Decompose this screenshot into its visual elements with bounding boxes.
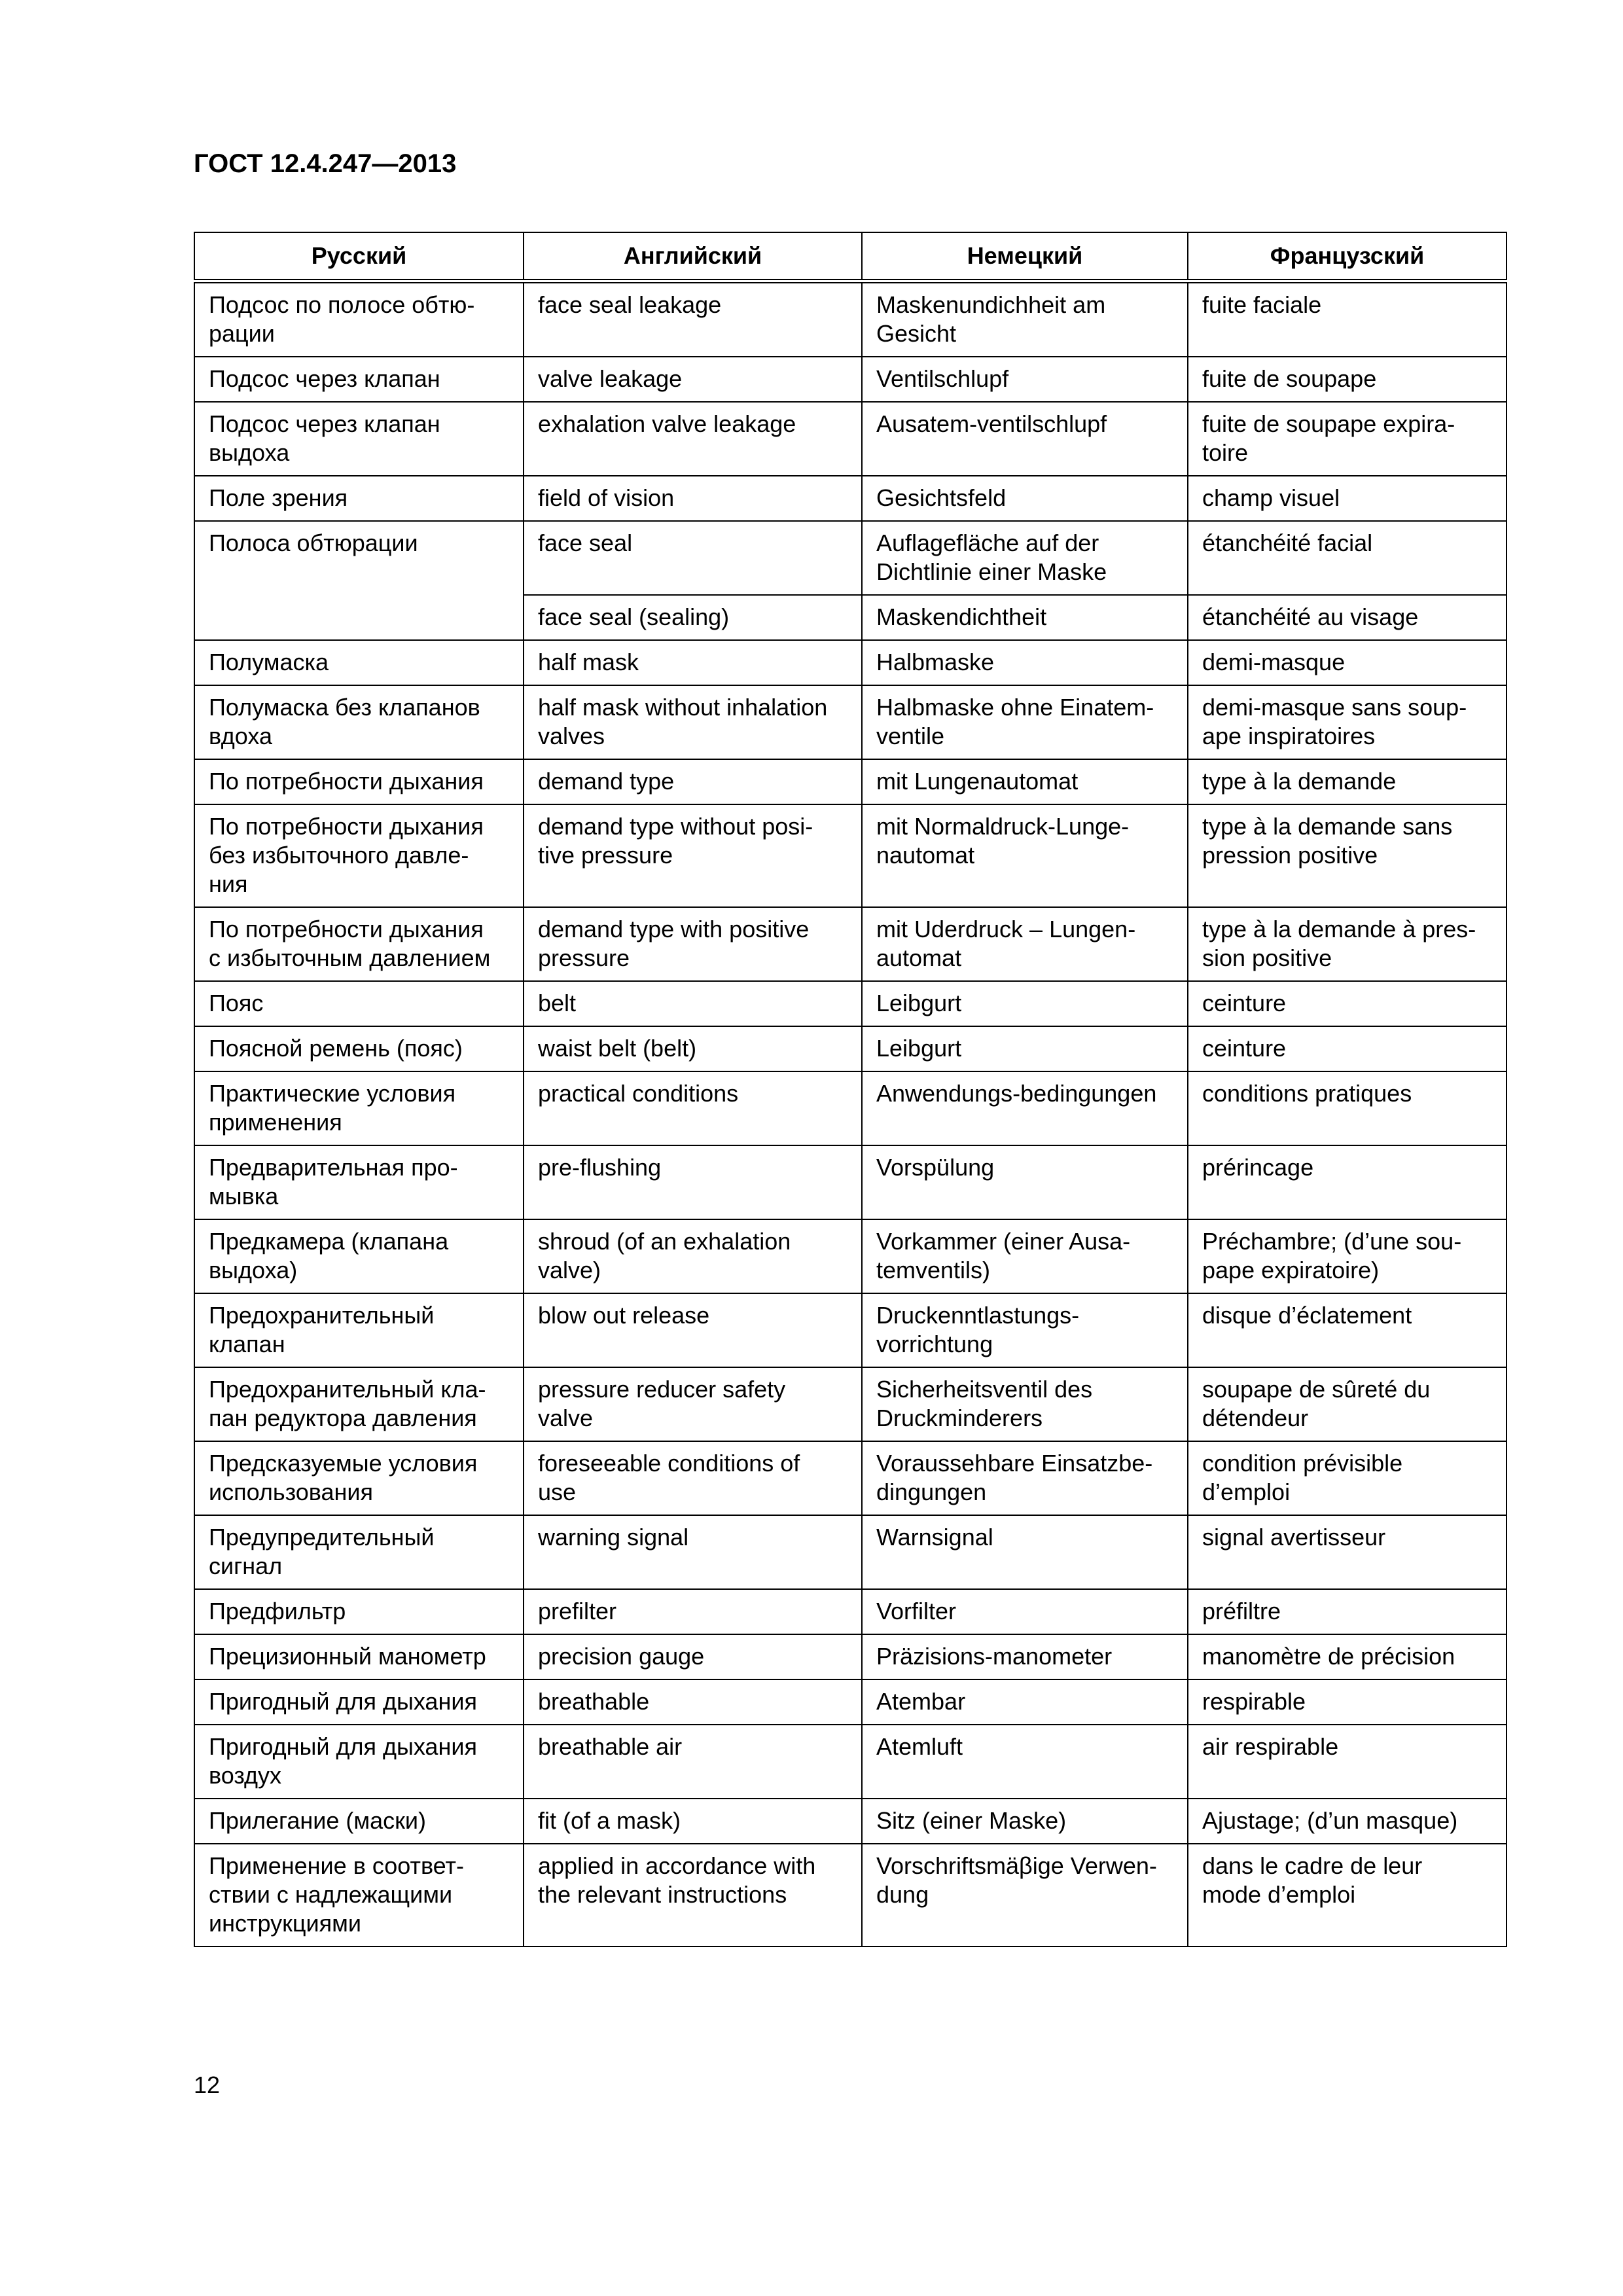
cell-russian [194,804,524,907]
cell-text-line: temventils) [876,1257,991,1283]
cell-english [524,476,862,521]
cell-english [524,595,862,640]
cell-text-line: Anwendungs-bedingungen [876,1080,1157,1107]
cell-text-line: Пригодный для дыхания [209,1688,477,1715]
cell-russian [194,907,524,981]
document-header: ГОСТ 12.4.247—2013 [194,149,457,178]
cell-text-line: Gesicht [876,320,957,347]
cell-text-line: Druckenntlastungs- [876,1302,1080,1329]
table-row [194,1293,1507,1367]
cell-text-line: tive pressure [538,842,673,869]
cell-text-line: étanchéité facial [1202,529,1373,556]
cell-german [862,1219,1188,1293]
cell-english [524,1219,862,1293]
cell-french [1188,1634,1507,1679]
cell-text-line: use [538,1479,577,1505]
cell-text-line: prefilter [538,1598,617,1624]
cell-text-line: Halbmaske [876,649,995,675]
cell-english [524,1844,862,1946]
cell-text-line: Подсос по полосе обтю- [209,291,475,318]
cell-text-line: клапан [209,1331,285,1357]
cell-text-line: valve) [538,1257,601,1283]
cell-french [1188,804,1507,907]
cell-text-line: breathable [538,1688,650,1715]
table-row [194,1219,1507,1293]
cell-text-line: с избыточным давлением [209,944,491,971]
cell-text-line: conditions pratiques [1202,1080,1412,1107]
cell-german [862,1293,1188,1367]
column-header-english: Английский [524,232,862,281]
cell-text-line: mit Uderdruck – Lungen- [876,916,1136,942]
cell-text-line: dingungen [876,1479,987,1505]
table-row [194,1071,1507,1145]
cell-english [524,685,862,759]
cell-french [1188,1589,1507,1634]
cell-french [1188,981,1507,1026]
cell-text-line: Предохранительный кла- [209,1376,486,1403]
cell-text-line: valve leakage [538,365,683,392]
cell-text-line: soupape de sûreté du [1202,1376,1431,1403]
cell-russian [194,1293,524,1367]
cell-french [1188,1071,1507,1145]
cell-text-line: demi-masque [1202,649,1346,675]
table-row [194,402,1507,476]
cell-text-line: signal avertisseur [1202,1524,1386,1551]
cell-german [862,1799,1188,1844]
cell-text-line: Leibgurt [876,1035,962,1062]
cell-russian [194,1026,524,1071]
cell-german [862,476,1188,521]
cell-text-line: сигнал [209,1552,283,1579]
table-row [194,640,1507,685]
table-row [194,357,1507,402]
cell-text-line: precision gauge [538,1643,705,1670]
cell-english [524,1725,862,1799]
cell-text-line: manomètre de précision [1202,1643,1455,1670]
cell-german [862,1679,1188,1725]
cell-french [1188,402,1507,476]
table-row [194,1679,1507,1725]
cell-text-line: ния [209,870,248,897]
cell-german [862,759,1188,804]
cell-text-line: breathable air [538,1733,683,1760]
table-row [194,1515,1507,1589]
cell-text-line: dung [876,1881,929,1908]
cell-text-line: Dichtlinie einer Maske [876,558,1107,585]
cell-text-line: Vorkammer (einer Ausa- [876,1228,1131,1255]
cell-text-line: Полумаска без клапанов [209,694,480,721]
table-row [194,1634,1507,1679]
cell-text-line: pressure reducer safety [538,1376,786,1403]
cell-russian [194,981,524,1026]
cell-german [862,402,1188,476]
cell-french [1188,1725,1507,1799]
cell-english [524,357,862,402]
cell-text-line: ствии с надлежащими [209,1881,453,1908]
cell-text-line: Voraussehbare Einsatzbe- [876,1450,1153,1477]
cell-text-line: demand type with positive [538,916,810,942]
cell-text-line: toire [1202,439,1249,466]
cell-german [862,1515,1188,1589]
cell-text-line: ceinture [1202,990,1287,1016]
cell-russian [194,1367,524,1441]
cell-english [524,1071,862,1145]
cell-text-line: пан редуктора давления [209,1405,477,1431]
cell-text-line: Ajustage; (d’un masque) [1202,1807,1458,1834]
cell-french [1188,1293,1507,1367]
cell-text-line: Поле зрения [209,484,348,511]
cell-text-line: valves [538,723,605,749]
cell-text-line: Druckminderers [876,1405,1043,1431]
cell-french [1188,1219,1507,1293]
cell-text-line: Präzisions-manometer [876,1643,1113,1670]
cell-text-line: применения [209,1109,342,1136]
cell-text-line: Поясной ремень (пояс) [209,1035,463,1062]
cell-text-line: vorrichtung [876,1331,993,1357]
cell-french [1188,1679,1507,1725]
cell-text-line: détendeur [1202,1405,1309,1431]
cell-text-line: Полоса обтюрации [209,529,418,556]
cell-russian [194,1515,524,1589]
cell-text-line: air respirable [1202,1733,1339,1760]
table-row [194,1145,1507,1219]
cell-french [1188,907,1507,981]
cell-text-line: disque d’éclatement [1202,1302,1412,1329]
cell-text-line: Vorschriftsmäβige Verwen- [876,1852,1157,1879]
cell-text-line: воздух [209,1762,282,1789]
cell-text-line: Подсос через клапан [209,365,440,392]
cell-english [524,1634,862,1679]
cell-text-line: Préchambre; (d’une sou- [1202,1228,1462,1255]
cell-english [524,981,862,1026]
cell-english [524,402,862,476]
cell-french [1188,685,1507,759]
cell-german [862,1145,1188,1219]
cell-text-line: Пояс [209,990,264,1016]
cell-text-line: Vorspülung [876,1154,995,1181]
table-row [194,1799,1507,1844]
cell-english [524,640,862,685]
cell-text-line: field of vision [538,484,675,511]
cell-text-line: без избыточного давле- [209,842,469,869]
cell-text-line: Полумаска [209,649,329,675]
cell-text-line: Ausatem-ventilschlupf [876,410,1107,437]
cell-german [862,804,1188,907]
cell-text-line: dans le cadre de leur [1202,1852,1423,1879]
cell-french [1188,1515,1507,1589]
cell-russian [194,685,524,759]
table-row [194,759,1507,804]
cell-german [862,1634,1188,1679]
cell-text-line: Maskenundichheit am [876,291,1106,318]
cell-text-line: type à la demande à pres- [1202,916,1476,942]
cell-german [862,1589,1188,1634]
cell-text-line: Ventilschlupf [876,365,1009,392]
cell-text-line: face seal [538,529,633,556]
cell-french [1188,1441,1507,1515]
cell-russian [194,1219,524,1293]
cell-french [1188,1026,1507,1071]
cell-german [862,1367,1188,1441]
table-row [194,1725,1507,1799]
cell-french [1188,1844,1507,1946]
cell-english [524,759,862,804]
cell-text-line: half mask [538,649,639,675]
cell-text-line: practical conditions [538,1080,739,1107]
column-header-french: Французский [1188,232,1507,281]
cell-text-line: Предварительная про- [209,1154,458,1181]
cell-english [524,804,862,907]
page-number: 12 [194,2072,221,2098]
cell-english [524,281,862,357]
cell-text-line: pape expiratoire) [1202,1257,1380,1283]
cell-german [862,1844,1188,1946]
cell-german [862,640,1188,685]
cell-russian [194,1799,524,1844]
cell-text-line: Предсказуемые условия [209,1450,478,1477]
table-row [194,1844,1507,1946]
cell-french [1188,281,1507,357]
cell-text-line: По потребности дыхания [209,813,484,840]
cell-english [524,1589,862,1634]
table-row [194,981,1507,1026]
cell-russian [194,1844,524,1946]
cell-text-line: Auflagefläche auf der [876,529,1099,556]
cell-text-line: belt [538,990,577,1016]
cell-text-line: fuite faciale [1202,291,1322,318]
cell-text-line: préfiltre [1202,1598,1281,1624]
cell-french [1188,1367,1507,1441]
cell-text-line: Прецизионный манометр [209,1643,486,1670]
cell-text-line: ventile [876,723,945,749]
cell-text-line: Подсос через клапан [209,410,440,437]
cell-german [862,357,1188,402]
cell-french [1188,1799,1507,1844]
cell-russian [194,476,524,521]
cell-russian [194,281,524,357]
cell-french [1188,357,1507,402]
cell-russian [194,1679,524,1725]
cell-text-line: applied in accordance with [538,1852,816,1879]
cell-text-line: Применение в соответ- [209,1852,464,1879]
table-row [194,685,1507,759]
cell-english [524,907,862,981]
cell-text-line: demand type [538,768,675,795]
cell-english [524,1799,862,1844]
cell-text-line: waist belt (belt) [538,1035,697,1062]
cell-text-line: рации [209,320,275,347]
cell-french [1188,521,1507,595]
cell-text-line: fit (of a mask) [538,1807,681,1834]
cell-german [862,1441,1188,1515]
table-row [194,1441,1507,1515]
cell-text-line: automat [876,944,962,971]
cell-german [862,981,1188,1026]
cell-text-line: pression positive [1202,842,1378,869]
table-body [194,281,1507,1947]
cell-german [862,281,1188,357]
cell-english [524,1293,862,1367]
cell-text-line: Gesichtsfeld [876,484,1007,511]
table-row [194,1367,1507,1441]
cell-text-line: fuite de soupape expira- [1202,410,1455,437]
cell-text-line: выдоха [209,439,290,466]
cell-english [524,1441,862,1515]
cell-text-line: half mask without inhalation [538,694,828,721]
cell-text-line: blow out release [538,1302,710,1329]
cell-text-line: demand type without posi- [538,813,813,840]
column-header-russian: Русский [194,232,524,281]
cell-text-line: foreseeable conditions of [538,1450,800,1477]
cell-english [524,521,862,595]
cell-text-line: Leibgurt [876,990,962,1016]
cell-text-line: mit Normaldruck-Lunge- [876,813,1130,840]
cell-text-line: d’emploi [1202,1479,1291,1505]
cell-german [862,685,1188,759]
cell-text-line: вдоха [209,723,272,749]
cell-text-line: sion positive [1202,944,1332,971]
column-header-german: Немецкий [862,232,1188,281]
cell-text-line: type à la demande [1202,768,1397,795]
cell-russian [194,1725,524,1799]
cell-text-line: nautomat [876,842,975,869]
cell-text-line: Прилегание (маски) [209,1807,427,1834]
cell-text-line: mode d’emploi [1202,1881,1356,1908]
cell-text-line: Sitz (einer Maske) [876,1807,1067,1834]
cell-german [862,907,1188,981]
cell-text-line: мывка [209,1183,279,1210]
cell-text-line: type à la demande sans [1202,813,1453,840]
cell-french [1188,476,1507,521]
cell-text-line: champ visuel [1202,484,1340,511]
cell-text-line: Atemluft [876,1733,963,1760]
cell-english [524,1026,862,1071]
cell-text-line: Halbmaske ohne Einatem- [876,694,1154,721]
cell-text-line: condition prévisible [1202,1450,1403,1477]
table-row [194,804,1507,907]
cell-french [1188,759,1507,804]
table-row [194,521,1507,595]
cell-english [524,1367,862,1441]
cell-russian [194,1634,524,1679]
cell-french [1188,595,1507,640]
cell-text-line: face seal leakage [538,291,722,318]
cell-text-line: инструкциями [209,1910,361,1937]
cell-text-line: Sicherheitsventil des [876,1376,1093,1403]
table-header-row [194,232,1507,281]
cell-text-line: prérincage [1202,1154,1314,1181]
cell-german [862,1725,1188,1799]
cell-german [862,595,1188,640]
cell-text-line: Warnsignal [876,1524,993,1551]
table-row [194,476,1507,521]
cell-text-line: valve [538,1405,594,1431]
cell-text-line: étanchéité au visage [1202,603,1419,630]
cell-russian [194,759,524,804]
cell-text-line: использования [209,1479,373,1505]
cell-text-line: demi-masque sans soup- [1202,694,1467,721]
cell-text-line: respirable [1202,1688,1306,1715]
table-row [194,1589,1507,1634]
cell-text-line: Предкамера (клапана [209,1228,449,1255]
cell-text-line: fuite de soupape [1202,365,1377,392]
cell-text-line: pressure [538,944,630,971]
cell-russian [194,357,524,402]
cell-french [1188,640,1507,685]
table-row [194,1026,1507,1071]
cell-english [524,1679,862,1725]
cell-russian [194,521,524,640]
cell-english [524,1145,862,1219]
cell-text-line: Пригодный для дыхания [209,1733,477,1760]
cell-text-line: mit Lungenautomat [876,768,1079,795]
table-row [194,281,1507,357]
cell-french [1188,1145,1507,1219]
cell-russian [194,402,524,476]
cell-russian [194,1145,524,1219]
cell-russian [194,1071,524,1145]
cell-text-line: ceinture [1202,1035,1287,1062]
cell-text-line: Предупредительный [209,1524,435,1551]
cell-text-line: ape inspiratoires [1202,723,1376,749]
cell-german [862,1071,1188,1145]
cell-text-line: face seal (sealing) [538,603,730,630]
cell-german [862,1026,1188,1071]
cell-text-line: Vorfilter [876,1598,957,1624]
cell-text-line: shroud (of an exhalation [538,1228,791,1255]
cell-text-line: Практические условия [209,1080,456,1107]
cell-text-line: the relevant instructions [538,1881,787,1908]
cell-german [862,521,1188,595]
terminology-table [194,232,1507,1947]
cell-text-line: Предфильтр [209,1598,346,1624]
cell-text-line: выдоха) [209,1257,298,1283]
cell-russian [194,1441,524,1515]
cell-text-line: Maskendichtheit [876,603,1047,630]
cell-text-line: pre-flushing [538,1154,662,1181]
cell-russian [194,640,524,685]
cell-text-line: Предохранительный [209,1302,435,1329]
cell-text-line: По потребности дыхания [209,916,484,942]
cell-text-line: Atembar [876,1688,966,1715]
cell-russian [194,1589,524,1634]
cell-text-line: По потребности дыхания [209,768,484,795]
cell-text-line: exhalation valve leakage [538,410,796,437]
cell-english [524,1515,862,1589]
table-row [194,907,1507,981]
cell-text-line: warning signal [538,1524,689,1551]
